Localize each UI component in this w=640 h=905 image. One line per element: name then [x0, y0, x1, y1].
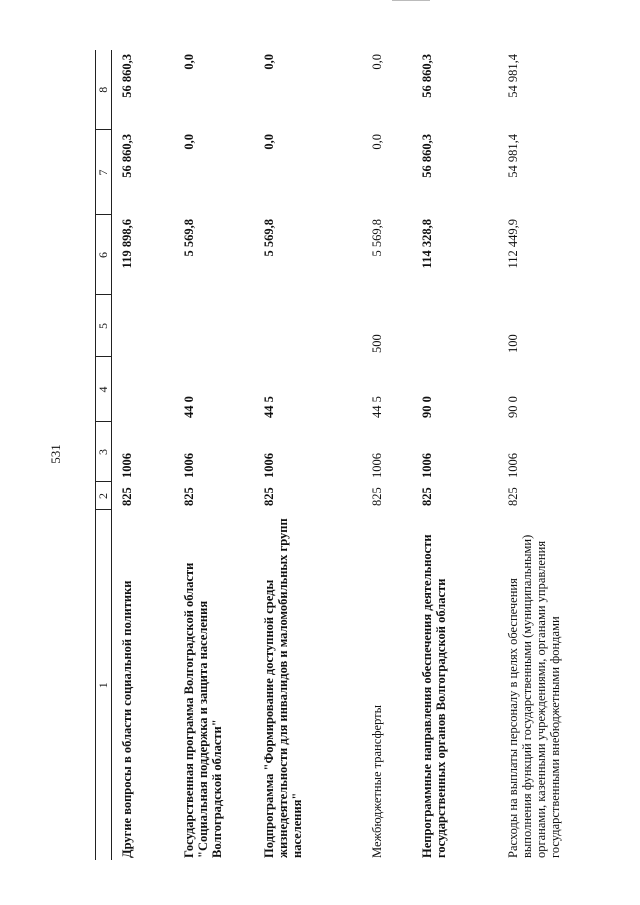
- table-row: [498, 50, 620, 860]
- row-value-cell: 825: [181, 487, 196, 506]
- row-name-cell: Непрограммные направления обеспечения деятельности государственных органов Волгоградской области: [419, 534, 448, 858]
- row-value-cell: 114 328,8: [419, 219, 434, 269]
- row-value-cell: 54 981,4: [505, 134, 520, 178]
- table-container: [95, 50, 620, 860]
- row-value-cell: 0,0: [181, 134, 196, 150]
- row-value-cell: 825: [120, 487, 134, 506]
- row-value-cell: 0,0: [261, 54, 276, 70]
- col-header-7: 7: [96, 130, 112, 215]
- row-value-cell: 56 860,3: [419, 54, 434, 98]
- header-row: [96, 50, 112, 860]
- row-value-cell: [254, 295, 362, 357]
- row-value-cell: 44 0: [181, 396, 196, 418]
- row-value-cell: 0,0: [369, 134, 384, 150]
- col-header-1: 1: [96, 510, 112, 860]
- scan-mark: [392, 0, 430, 4]
- row-value-cell: 0,0: [261, 134, 276, 150]
- row-value-cell: 56 860,3: [120, 134, 134, 178]
- row-name-cell: Другие вопросы в области социальной политики: [120, 580, 134, 858]
- row-value-cell: 1006: [261, 453, 276, 478]
- row-name-cell: Межбюджетные трансферты: [369, 704, 384, 858]
- table-row: [112, 50, 174, 860]
- row-value-cell: 1006: [419, 453, 434, 478]
- row-name-cell: Подпрограмма "Формирование доступной среды жизнедеятельности для инвалидов и маломобильных групп населения": [261, 518, 304, 858]
- row-value-cell: 112 449,9: [505, 219, 520, 269]
- row-value-cell: 0,0: [369, 54, 384, 70]
- row-value-cell: [112, 357, 174, 422]
- row-value-cell: 1006: [120, 453, 134, 478]
- row-value-cell: 1006: [369, 453, 384, 478]
- table-row: [174, 50, 254, 860]
- table-body: [112, 50, 621, 860]
- row-value-cell: 825: [419, 487, 434, 506]
- col-header-8: 8: [96, 50, 112, 130]
- row-value-cell: 119 898,6: [120, 219, 134, 269]
- row-value-cell: 5 569,8: [369, 219, 384, 257]
- row-value-cell: [174, 295, 254, 357]
- row-value-cell: 44 5: [261, 396, 276, 418]
- col-header-3: 3: [96, 422, 112, 482]
- row-value-cell: 0,0: [181, 54, 196, 70]
- row-name-cell: Расходы на выплаты персоналу в целях обеспечения выполнения функций государственными (муниципальными) органами, казенными учреждениями, органами управления государственными внебюджетными фондами: [505, 534, 562, 858]
- row-value-cell: 56 860,3: [419, 134, 434, 178]
- table-row: [412, 50, 498, 860]
- row-value-cell: 825: [261, 487, 276, 506]
- row-value-cell: 825: [369, 487, 384, 506]
- table-row: [362, 50, 412, 860]
- row-value-cell: 5 569,8: [261, 219, 276, 257]
- row-value-cell: [412, 295, 498, 357]
- row-value-cell: 44 5: [369, 396, 384, 418]
- row-value-cell: 1006: [505, 453, 520, 478]
- row-value-cell: 825: [505, 487, 520, 506]
- col-header-5: 5: [96, 295, 112, 357]
- col-header-2: 2: [96, 482, 112, 510]
- row-value-cell: 56 860,3: [120, 54, 134, 98]
- row-value-cell: 90 0: [419, 396, 434, 418]
- col-header-4: 4: [96, 357, 112, 422]
- row-value-cell: 90 0: [505, 396, 520, 418]
- row-value-cell: 5 569,8: [181, 219, 196, 257]
- row-value-cell: 100: [505, 334, 520, 353]
- table-row: [254, 50, 362, 860]
- row-name-cell: Государственная программа Волгоградской области "Социальная поддержка и защита населения Волгоградской области": [181, 562, 224, 858]
- row-value-cell: 1006: [181, 453, 196, 478]
- page-number: 531: [48, 444, 63, 464]
- row-value-cell: [112, 295, 174, 357]
- col-header-6: 6: [96, 215, 112, 295]
- row-value-cell: 54 981,4: [505, 54, 520, 98]
- budget-table: [95, 50, 620, 860]
- row-value-cell: 500: [369, 334, 384, 353]
